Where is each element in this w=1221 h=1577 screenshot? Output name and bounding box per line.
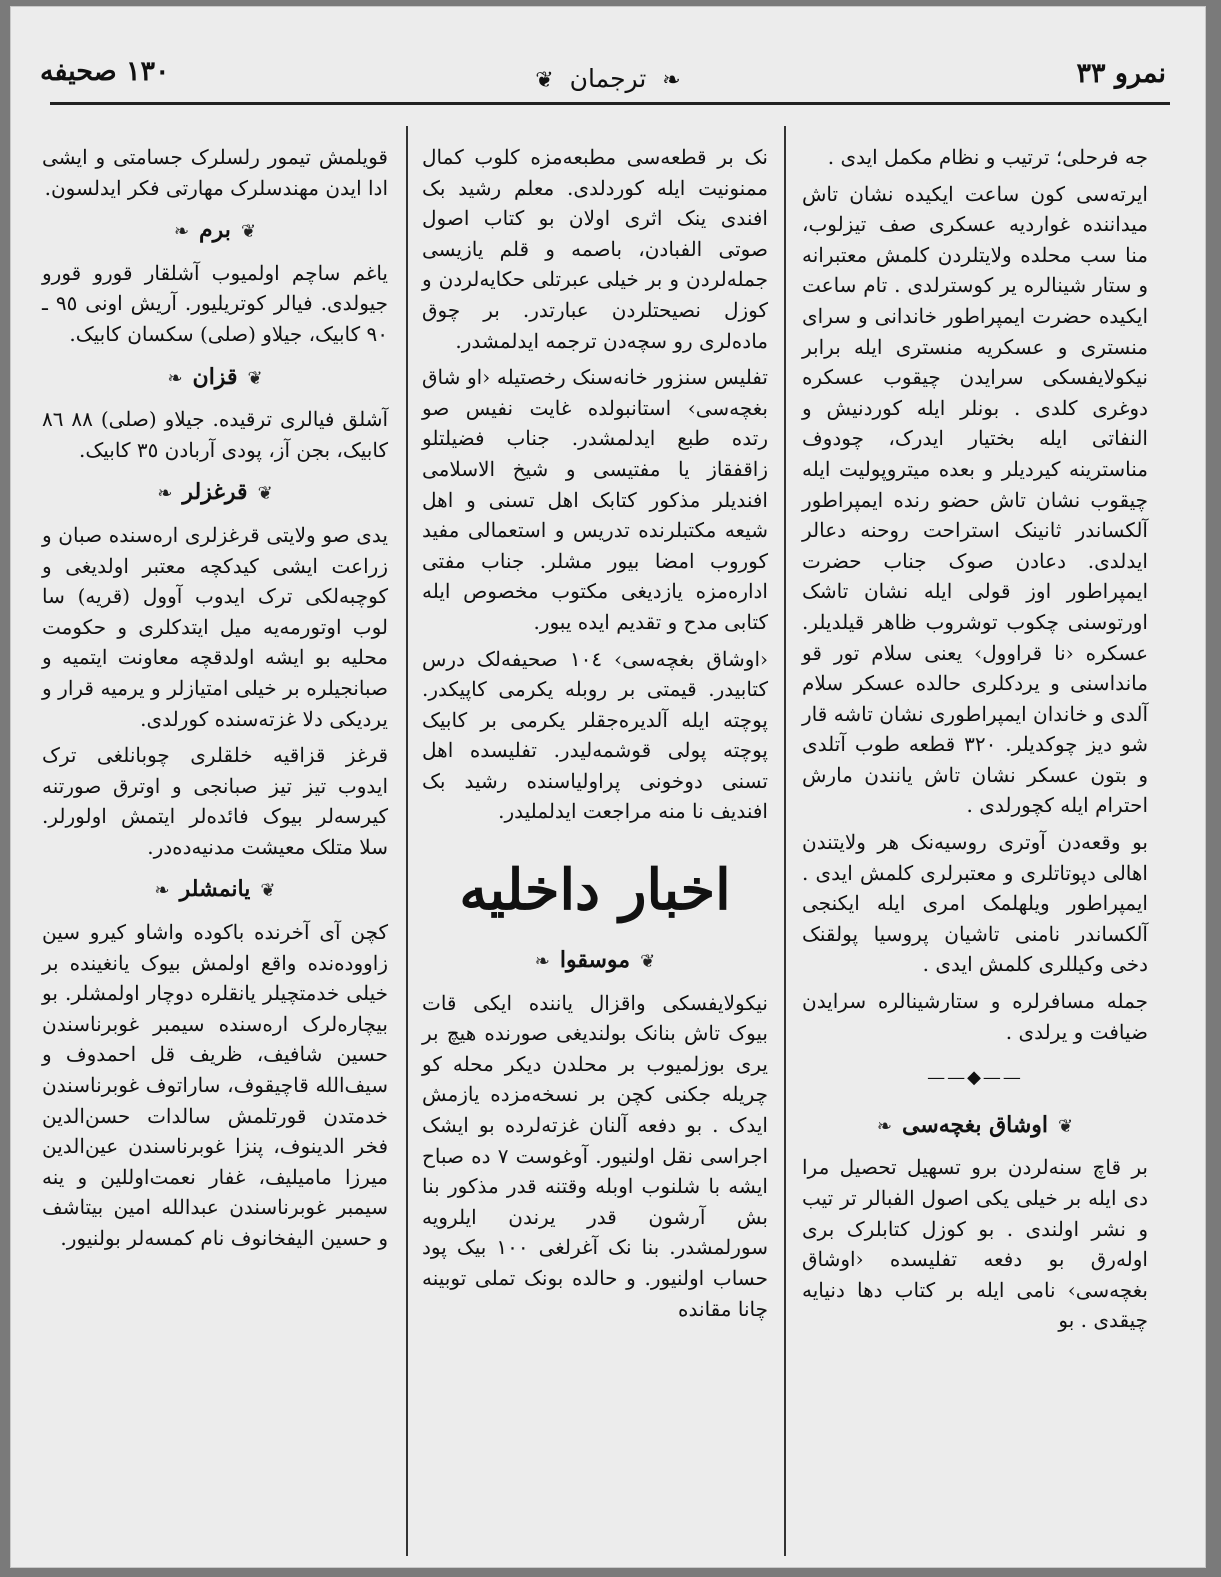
ornament-icon: ❦ (1058, 1115, 1074, 1137)
column-middle (422, 142, 768, 1330)
ornament-icon: ❧ (173, 221, 190, 243)
article-paragraph: جه فرحلی؛ ترتیب و نظام مکمل ایدی . (827, 145, 1148, 169)
ornament-icon: ❦ (260, 880, 276, 902)
ornament-icon: ❦ (247, 367, 263, 389)
header-rule (50, 102, 1170, 105)
article-paragraph: قرغز قزاقیه خلقلری چوبانلغی ترک ایدوب تیز تیز صبانجی و اوترق صورتنه کیرسه‌لر بیوک فائده‌لر ایتمش اولورلر. سلا متلک معیشت مدنیه‌ده‌در. (42, 743, 388, 859)
article-paragraph: تفلیس سنزور خانه‌سنک رخصتیله ‹او شاق بغچه‌سی› استانبولده غایت نفیس صو رتده طبع ایدلمشدر. جناب فضیلتلو زاقفقاز یا مفتیسی و شیخ الاسلامی افندیلر مذکور کتابک اهل تسنی و اهل شیعه مکتبلرنده تدریس و استعمالی مفید کوروب امضا بیور مشلر. جناب مفتی اداره‌مزه یازدیغی مکتوب مخصوص ایله کتابی مدح و تقدیم ایده یبور. (422, 365, 768, 634)
news-section-title: اخبار داخلیه (459, 857, 731, 924)
ornament-icon: ❦ (257, 483, 273, 505)
section-heading (42, 874, 388, 907)
ornament-icon: ❦ (640, 951, 656, 973)
issue-number: نمرو ٣٣ (1076, 58, 1166, 89)
masthead-title: ترجمان (569, 64, 647, 93)
section-heading (802, 1110, 1148, 1143)
article-paragraph: بو وقعه‌دن آوتری روسیه‌نک هر ولایتندن اهالی دپوتاتلری و معتبرلری کلمش ایدی . ایمپراطور ویلهلمک امری ایله ایکنجی آلکساندر نامنی تاشیان پروسیا پولقنک دخی وکیللری کلمش ایدی . (802, 830, 1148, 977)
ornament-right-icon: ❧ (662, 68, 681, 93)
article-paragraph: یدی صو ولایتی قرغزلری ارەسنده صبان و زراعت ایشی کیدکچه معتبر اولدیغی و کوچبه‌لکی ترک ایدوب آوول (قریه) سا لوب اوتورمه‌یه میل ایتدکلری و حکومت محلیه بو ایشه اولدقچه معاونت ایتمیه و صبانجیلره بر خیلی امتیازلر و یرمیه قرار و یردیکی دلا غزته‌سنده کورلدی. (42, 522, 388, 731)
article-paragraph: جمله مسافرلره و ستارشینالره سرایدن ضیافت و یرلدی . (802, 989, 1148, 1044)
article-paragraph: ‹اوشاق بغچه‌سی› ١٠٤ صحیفه‌لک درس کتابیدر. قیمتی بر روبله یکرمی کاپیکدر. پوچته ایله آلدیره‌جقلر یکرمی بر کابیک پوچته پولی قوشمه‌لیدر. تفلیسده اهل تسنی دوخونی پراولیاسنده رشید بک افندیف نا منه مراجعت ایدلملیدر. (422, 646, 768, 824)
ornament-icon: ❧ (876, 1115, 892, 1137)
article-paragraph: آشلق فیالری ترقیده. جیلاو (صلی) ٨٨ ٨٦ کابیک، بجن آز، پودی آربادن ٣٥ کابیک. (42, 407, 389, 462)
section-heading (42, 362, 388, 395)
page-number: ١٣٠ صحيفه (40, 56, 170, 87)
section-heading (42, 215, 388, 248)
ornament-icon: ❧ (154, 880, 170, 902)
section-heading (42, 477, 388, 510)
newspaper-page (10, 6, 1206, 1568)
article-paragraph: بر قاچ سنه‌لردن برو تسهیل تحصیل مرا دی ایله بر خیلی یکی اصول الفبالر تر تیب و نشر اولندی . بو کوزل کتابلرک بری اوله‌رق بو دفعه تفلیسده ‹اوشاق بغچه‌سی› نامی ایله بر کتاب دها دنیایه چیقدی . بو (802, 1155, 1148, 1333)
column-divider-right (784, 126, 786, 1556)
divider-ornament: ——◆—— (927, 1067, 1023, 1089)
page-header (40, 42, 1176, 102)
section-heading-text: موسقوا (559, 947, 631, 974)
article-paragraph: یاغم ساچم اولمیوب آشلقار قورو قورو جیولدی. فیالر کوتریلیور. آریش اونی ٩٥ ـ ٩٠ کابیک، جیلاو (صلی) سکسان کابیک. (42, 260, 389, 346)
ornament-icon: ❧ (167, 367, 183, 389)
section-heading (422, 945, 768, 978)
column-right (802, 142, 1148, 1342)
article-paragraph: نیکولایفسکی واقزال یاننده ایکی قات بیوک تاش بنانک بولندیغی صورنده هیچ بر یری بوزلمیوب بر محلدن دیکر محله کو چریله جکنی کچن بر نسخه‌مزده یازمش ایدک . بو دفعه آلنان غزته‌لرده بو ایشک اجراسی نقل اولنیور. آوغوست ٧ ده صباح ایشه با شلنوب اوبله وقتنه قدر مذکور بنا بش آرشون قدر یرندن ایلرویه سورلمشدر. بنا نک آغرلغی ١٠٠ بیک پود حساب اولنیور. و حالده بونک تملی توبینه چانا مقانده (422, 990, 769, 1321)
ornament-left-icon: ❦ (535, 68, 554, 93)
section-heading-text: قرغزلر (182, 479, 248, 506)
ornament-icon: ❦ (240, 221, 257, 243)
column-divider-left (406, 126, 408, 1556)
ornament-icon: ❧ (534, 951, 550, 973)
article-paragraph: نک بر قطعه‌سی مطبعه‌مزه کلوب کمال ممنونیت ایله کوردلدی. معلم رشید بک افندی ینک اثری اولان بو کتاب اصول صوتی الفبادن، باصمه و قلم یازیسی جمله‌لردن و بر خیلی عبرتلی حکایه‌لردن و کوزل نصیحتلردن عبارتدر. بر چوق ماده‌لری رو سچه‌دن ترجمه ایدلمشدر. (422, 145, 768, 353)
section-heading-text: یانمشلر (179, 876, 251, 903)
section-heading-text: برم (199, 217, 231, 244)
section-heading-text: اوشاق بغچه‌سی (901, 1111, 1049, 1138)
ornament-icon: ❧ (157, 483, 173, 505)
article-paragraph: قویلمش تیمور رلسلرک جسامتی و ایشی ادا ایدن مهندسلرک مهارتی فکر ایدلسون. (42, 145, 388, 200)
masthead (40, 64, 1176, 93)
article-paragraph: کچن آی آخرنده باکوده واشاو کیرو سین زاووده‌نده واقع اولمش بیوک یانغینده بر خیلی خدمتچیلر یانقلره دوچار اولمشلر. بو بیچاره‌لرک ارەسنده سیمبر غوبرناسندن حسین شافیف، ظریف قل احمدوف و سیف‌الله قاچیقوف، ساراتوف غوبرناسندن خدمتدن قورتلمش سالدات حسن‌الدین فخر الدینوف، پنزا غوبرناسندن عین‌الدین میرزا مامیلیف، غفار نعمت‌اوللین و ینه سیمبر غوبرناسندن عبدالله امین بیتاشف و حسین الیفخانوف نام کمسه‌لر بولنیور. (42, 920, 388, 1250)
section-heading-text: قزان (192, 363, 238, 390)
article-paragraph: ایرته‌سی کون ساعت ایکیده نشان تاش میداننده غوارديه عسکری صف تیزلوب، منا سب محلده ولایتلردن کلمش معتبرانه و ستار شینالره یر کوسترلدی . تام ساعت ایکیده حضرت ایمپراطور خاندانی و سرای منستری و عسکریه منستری ایله برابر نیکولایفسکی سرایدن چیقوب عسکره دوغری کلدی . بونلر ایله کوردنیش و النفاتی ایله بختیار ایدرک، چودوف مناسترینه کیردیلر و بعده میتروپولیت ایله چیقوب نشان تاش حضو رنده ایمپراطور آلکساندر ثانینک استراحت روحنه دعالر ایدلدی. دعادن صوک جناب حضرت ایمپراطور اوز قولی ایله نشان تاشک اورتوسنی چکوب توشروب ظاهر قیلدیلر. عسکره ‹نا قراوول› یعنی سلام تور قو مانداسنی و یردکلری حالده عسکر سلام آلدی و خاندان ایمپراطوری نشان تاشه قار شو دیز چوکدیلر. ٣٢٠ قطعه طوب آتلدی و بتون عسکر نشان تاش یانندن مارش احترام ایله کچورلدی . (802, 181, 1148, 818)
column-left (42, 142, 388, 1260)
